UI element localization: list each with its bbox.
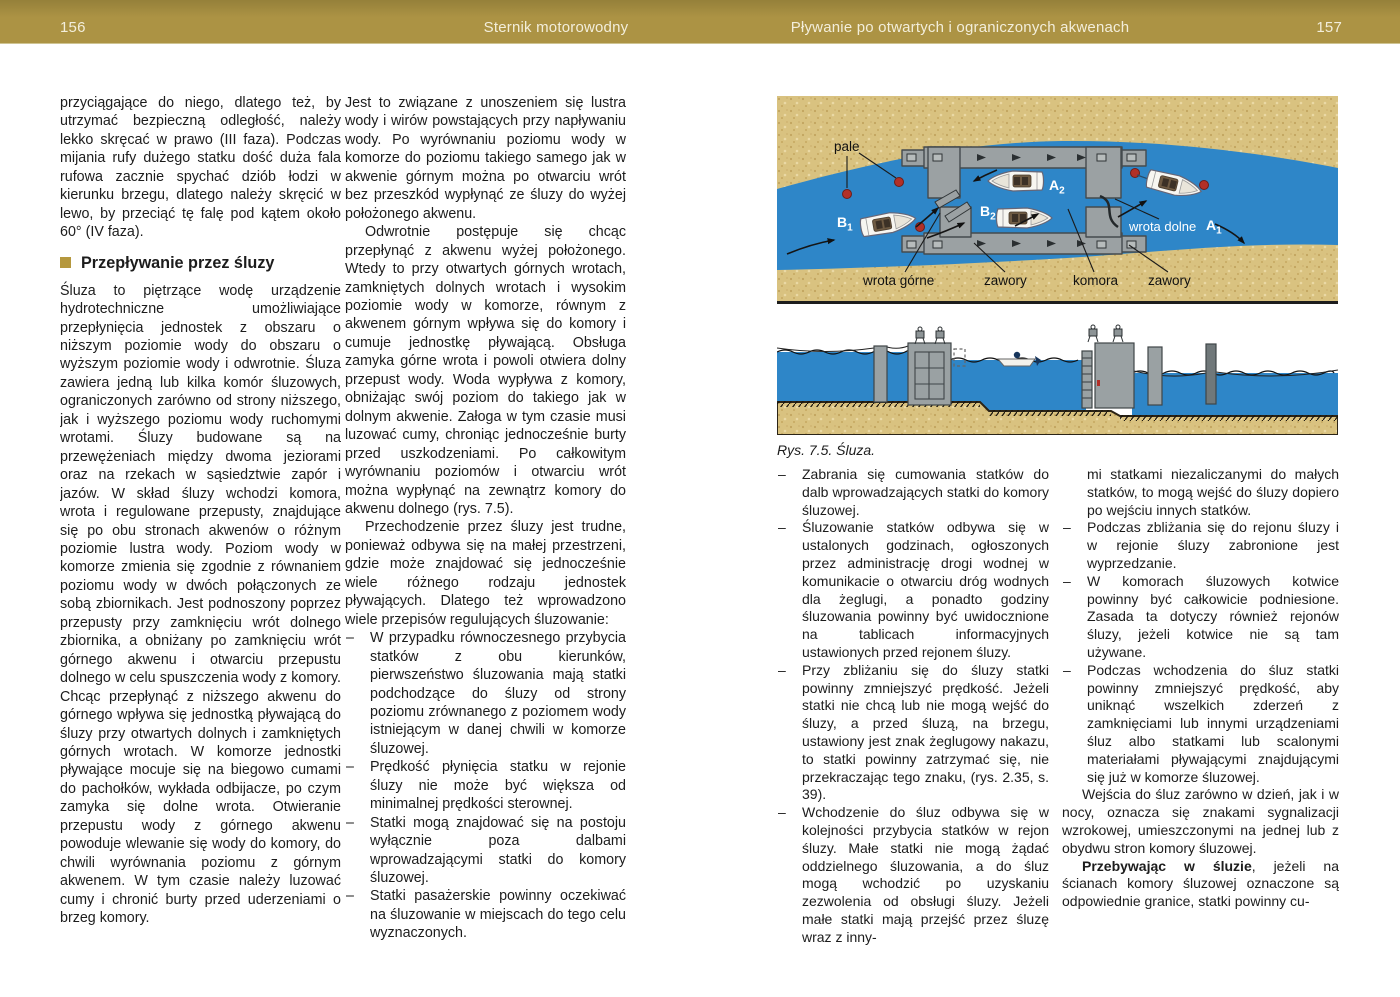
list-dash: –: [346, 759, 354, 776]
list-item: [1062, 519, 1339, 572]
list-dash: –: [1063, 661, 1071, 678]
right-page-column-2: [1062, 466, 1339, 948]
list-dash: –: [778, 466, 786, 482]
page-number-right: 157: [1316, 19, 1342, 36]
page-number-left: 156: [60, 19, 86, 36]
list-item: [777, 662, 1049, 804]
section-heading: [60, 252, 341, 274]
figure-7-5-sluza: [777, 96, 1338, 458]
list-dash: –: [778, 804, 786, 821]
list-item: [777, 466, 1049, 519]
label-b2: $B_2$: [980, 203, 996, 223]
list-item: [1062, 662, 1339, 787]
list-item-text: Przy zbliżaniu się do śluzy statki powinny zmniejszyć prędkość. Jeżeli statki nie chcą lub nie mogą wejść do śluzy, a przed śluzą, na brzegu, ustawiony jest znak żeglugowy nakazu, to statki powinny zatrzymać się, nie przekraczając tego znaku, (rys. 2.35, s. 39).: [802, 661, 1049, 803]
list-dash: –: [1063, 572, 1071, 589]
left-page-column-1: [60, 94, 341, 946]
running-title-left: Sternik motorowodny: [483, 19, 629, 36]
list-item: [345, 814, 626, 888]
label-zawory-right: zawory: [1148, 273, 1191, 288]
list-item-continuation: mi statkami niezaliczanymi do małych statków, to mogą wejść do śluzy dopiero po wejściu innych statków.: [1087, 466, 1339, 518]
running-header-band: [0, 0, 1400, 44]
list-item: [1062, 573, 1339, 662]
list-item-text: Zabrania się cumowania statków do dalb wprowadzających statki do komory śluzowej.: [802, 466, 1049, 518]
list-item-text: Prędkość płynięcia statku w rejonie śluzy nie może być większa od minimalnej prędkości sterownej.: [370, 759, 626, 813]
list-item-text: W przypadku równoczesnego przybycia statków z obu kierunków, pierwszeństwo śluzowania mają statki podchodzące do śluzy od strony poziomu zrównanego z poziomem wody istniejącym w danej chwili w komorze śluzowej.: [370, 630, 626, 757]
list-item-text: Statki mogą znajdować się na postoju wyłącznie poza dalbami wprowadzającymi statki do komory śluzowej.: [370, 814, 626, 887]
body-paragraph: Odwrotnie postępuje się chcąc przepłynąć z akwenu wyżej położonego. Wtedy to przy otwartych górnych wrotach, zamkniętych dolnych wrotach i wysokim poziomie wody w komorze, równym z akwenem górnym wpływa się do komory i cumuje jednostkę pływającą. Obsługa zamyka górne wrota i powoli otwiera dolny przepust wody. Woda wypływa z komory, obniżając swój poziom do takiego jak w dolnym akwenie. Załoga w tym czasie musi luzować cumy, chroniąc jednocześnie burty przed uszkodzeniami. Po całkowitym wyrównaniu poziomów i otwarciu wrót można wypłynąć na zewnątrz komory do akwenu dolnego (rys. 7.5).: [345, 224, 626, 517]
body-paragraph: Przechodzenie przez śluzy jest trudne, ponieważ odbywa się na małej przestrzeni, gdzie może znajdować się jednocześnie wiele różnego rodzaju jednostek pływających. Dlatego też wprowadzono wiele przepisów regulujących śluzowanie:: [345, 519, 626, 628]
lower-gate-tower: [1095, 343, 1134, 408]
label-a2: $A_2$: [1049, 177, 1065, 197]
right-page-column-1: [777, 466, 1049, 948]
label-komora: komora: [1073, 273, 1119, 288]
list-item: [345, 629, 626, 758]
guide-post: [1148, 347, 1162, 405]
list-item-text: Śluzowanie statków odbywa się w ustalonych godzinach, ogłoszonych przez administrację drogi wodnej w komunikacie o otwarciu dróg wodnych dla żeglugi, a ponadto godziny śluzowania powinny być uwidocznione na tablicach informacyjnych ustawionych przed rejonem śluzy.: [802, 519, 1049, 660]
left-page-column-2: [345, 94, 626, 946]
list-dash: –: [778, 661, 786, 678]
label-pale: pale: [834, 139, 860, 154]
list-item-text: Statki pasażerskie powinny oczekiwać na śluzowanie w miejscach do tego celu wyznaczonych.: [370, 888, 626, 942]
list-dash: –: [1063, 519, 1071, 536]
body-paragraph: przyciągające do niego, dlatego też, by utrzymać bezpieczną odległość, należy lekko skręcać w prawo (III faza). Podczas mijania rufy dużego statku dość duża fala rufowa zacznie spychać dziób łodzi w kierunku brzegu, dlatego należy skręcić w lewo, by przeciąć tę falę pod kątem około 60° (IV faza).: [60, 95, 341, 241]
label-zawory-left: zawory: [984, 273, 1027, 288]
list-item: [777, 804, 1049, 946]
body-paragraph: Wejścia do śluz zarówno w dzień, jak i w nocy, oznacza się znakami sygnalizacji wzrokowej, umieszczonymi na jednej lub z obydwu stron komory śluzowej.: [1062, 786, 1339, 856]
label-wrota-gorne: wrota górne: [863, 273, 935, 288]
list-item-text: Wchodzenie do śluz odbywa się w kolejności przybycia statków w rejon śluzy. Małe statki nie mogą żądać oddzielnego śluzowania, a do śluz mogą wchodzić po uzyskaniu zezwolenia od obsługi śluzy. Jeżeli małe statki mają przejść przez śluzę wraz z inny-: [802, 804, 1049, 945]
gate-ladder: [1082, 351, 1092, 408]
figure-caption: Rys. 7.5. Śluza.: [777, 442, 876, 458]
list-dash: –: [346, 888, 354, 905]
list-dash: –: [346, 814, 354, 831]
far-post: [1206, 344, 1216, 404]
list-item: [777, 519, 1049, 661]
body-paragraph: Śluza to piętrzące wodę urządzenie hydrotechniczne umożliwiające przepłynięcia jednostek z obszaru o niższym poziomie wody do obszaru o wyższym poziomie wody i odwrotnie. Śluza zawiera jedną lub kilka komór śluzowych, ograniczonych zarówno od strony niższego, jak i wyższego poziomu wody ruchomymi wrotami. Śluzy budowane są na przewężeniach między dwoma jeziorami oraz na rzekach w sąsiedztwie zapór i jazów. W skład śluzy wchodzi komora, wrota i regulowane przepusty, znajdujące się po obu stronach akwenów o różnym poziomie lustra wody. Poziom wody w komorze zmienia się zgodnie z równaniem poziomu wody w dwóch połączonych ze sobą zbiornikach. Jest podnoszony poprzez przepusty przy zamknięciu wrót dolnego zbiornika, a obniżany po zamknięciu wrót górnego akwenu i otwarciu przepustu dolnego w celu spuszczenia wody z komory. Chcąc przepłynąć z niższego akwenu do górnego wpływa się jednostką pływającą do śluzy przy otwartych dolnych i zamkniętych górnych wrotach. W komorze jednostki pływające mocuje się na biegowo cumami do pachołków, wykłada odbijacze, po czym zamyka się dolne wrota. Otwieranie przepustu wody z górnego akwenu powoduje wlewanie się wody do komory, do chwili wyrównania poziomu z górnym akwenem. W tym czasie należy luzować cumy i chronić burty przed uderzeniami o brzeg komory.: [60, 282, 341, 927]
list-item-text: Podczas wchodzenia do śluz statki powinny zmniejszyć prędkość, aby uniknąć wszelkich zderzeń z zamknięciami lub innymi urządzeniami śluz albo statkami lub scalonymi materiałami pływającymi znajdującymi się już w komorze śluzowej.: [1087, 661, 1339, 785]
list-item-text: Podczas zbliżania się do rejonu śluzy i w rejonie śluzy zabronione jest wyprzedzanie.: [1087, 519, 1339, 571]
list-dash: –: [346, 630, 354, 647]
lock-side-view-figure: [777, 316, 1338, 435]
guide-post: [874, 346, 887, 402]
bold-lead: Przebywając w śluzie: [1082, 857, 1252, 874]
section-heading-text: Przepływanie przez śluzy: [81, 253, 275, 272]
list-dash: –: [778, 519, 786, 536]
label-a1: $A_1$: [1206, 217, 1222, 237]
body-paragraph: [1062, 858, 1339, 911]
list-item: [345, 758, 626, 813]
paragraph-rest: , jeżeli na ścianach komory śluzowej oznaczone są odpowiednie granice, statki powinny cu-: [1062, 857, 1339, 910]
running-title-right: Pływanie po otwartych i ograniczonych akwenach: [790, 19, 1130, 36]
list-item: [345, 887, 626, 942]
lock-plan-view-figure: [777, 96, 1338, 304]
body-paragraph: Jest to związane z unoszeniem się lustra wody i wirów powstających przy napływaniu wody. Po wyrównaniu poziomu wody w komorze do poziomu takiego samego jak w akwenie górnym można po otwarciu wrót bez przeszkód wypłynąć ze śluzy do wyżej położonego akwenu.: [345, 95, 626, 222]
gauge-mark: [1097, 380, 1100, 386]
heading-bullet-square: [60, 257, 71, 268]
label-wrota-dolne: wrota dolne: [1129, 219, 1197, 234]
list-item-text: W komorach śluzowych kotwice powinny być całkowicie podniesione. Zasada ta dotyczy również rejonów śluzy, jeżeli kotwice nie są tam używane.: [1087, 572, 1339, 660]
label-b1: $B_1$: [837, 214, 853, 234]
